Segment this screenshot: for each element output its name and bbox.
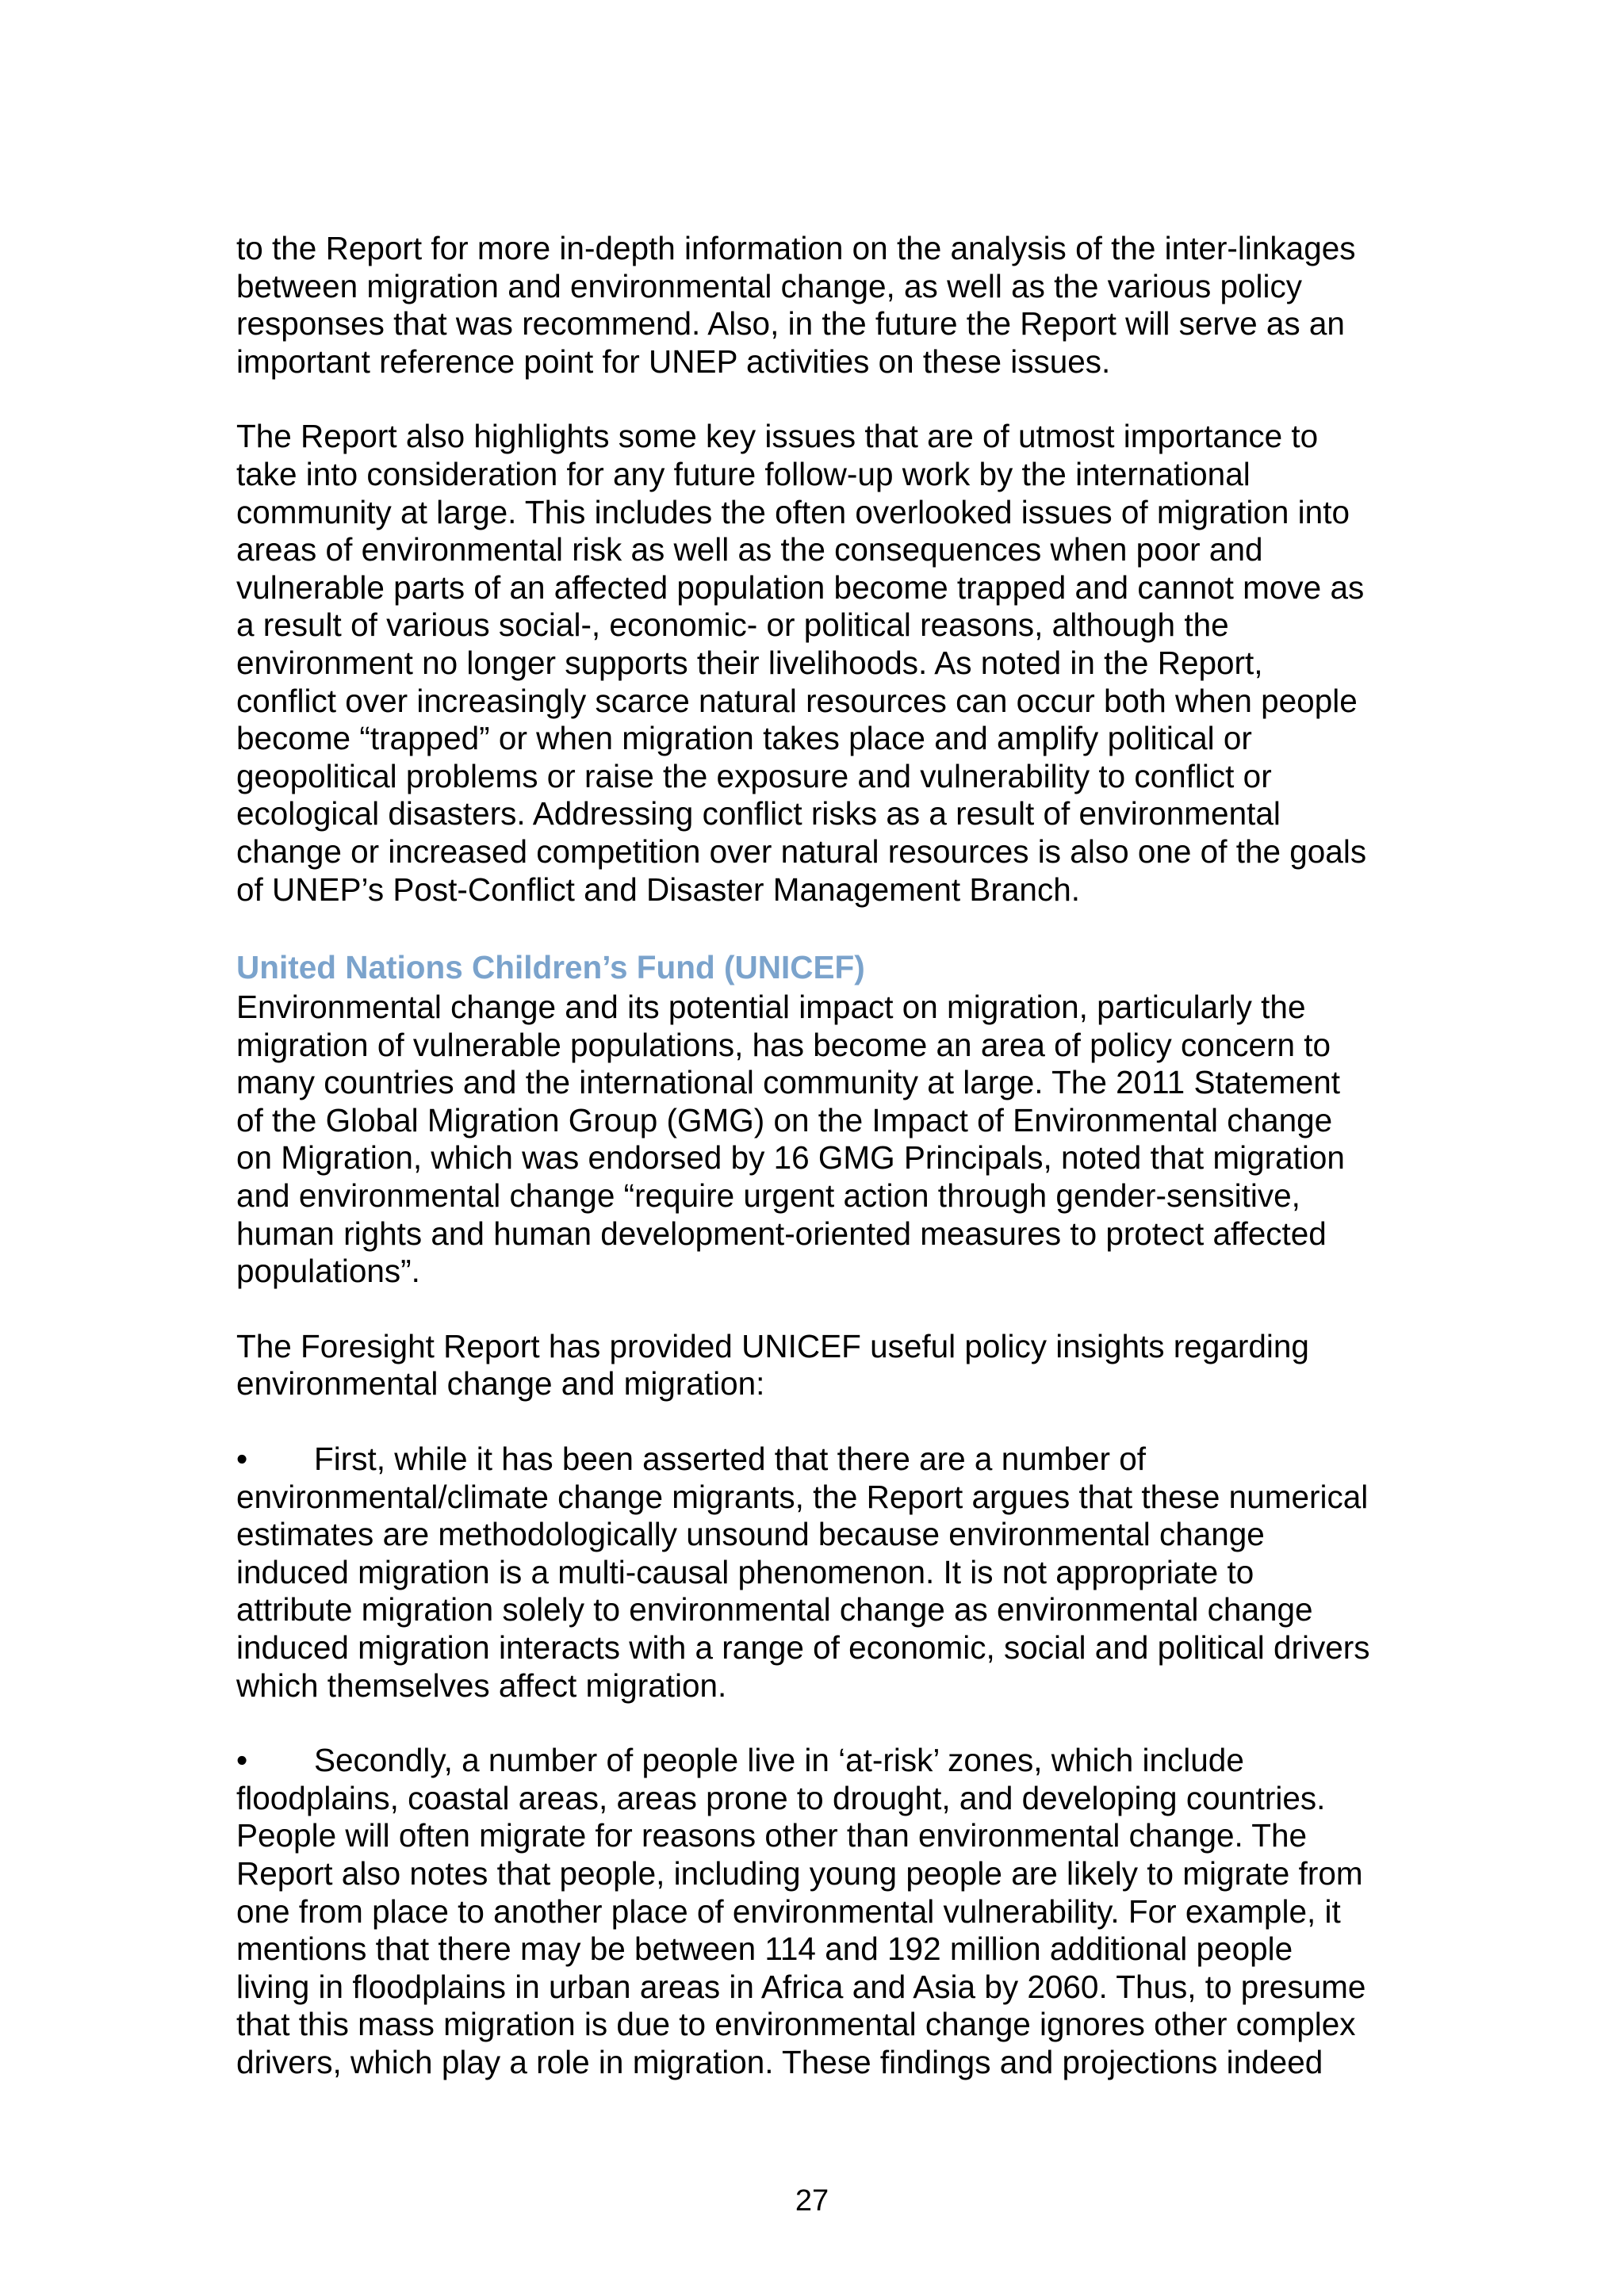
section-heading-unicef: United Nations Children’s Fund (UNICEF) [236,949,865,986]
page-number: 27 [795,2184,829,2218]
paragraph-key-issues: The Report also highlights some key issues that are of utmost importance to take into consideration for any future follow-up work by the international community at large. This includes the often overlooked issues of migration into areas of environmental risk as well as the consequences when poor and vulnerable parts of an affected population become trapped and cannot move as a result of various social-, economic- or political reasons, although the environment no longer supports their livelihoods. As noted in the Report, conflict over increasingly scarce natural resources can occur both when people become “trapped” or when migration takes place and amplify political or geopolitical problems or raise the exposure and vulnerability to conflict or ecological disasters. Addressing conflict risks as a result of environmental change or increased competition over natural resources is also one of the goals of UNEP’s Post-Conflict and Disaster Management Branch. [236,418,1367,908]
bullet-item-first [236,1441,1402,1705]
paragraph-report-reference: to the Report for more in-depth information on the analysis of the inter-linkages between migration and environmental change, as well as the various policy responses that was recommend. Also, in the future the Report will serve as an important reference point for UNEP activities on these issues. [236,230,1356,380]
bullet-item-second [236,1742,1402,2081]
bullet-text-first: First, while it has been asserted that there are a number of environmental/climate change migrants, the Report argues that these numerical estimates are methodologically unsound because environmental change induced migration is a multi-causal phenomenon. It is not appropriate to attribute migration solely to environmental change as environmental change induced migration interacts with a range of economic, social and political drivers which themselves affect migration. [236,1441,1370,1704]
document-body [236,230,1402,2082]
bullet-text-second: Secondly, a number of people live in ‘at-risk’ zones, which include floodplains, coastal areas, areas prone to drought, and developing countries. People will often migrate for reasons other than environmental change. The Report also notes that people, including young people are likely to migrate from one from place to another place of environmental vulnerability. For example, it mentions that there may be between 114 and 192 million additional people living in floodplains in urban areas in Africa and Asia by 2060. Thus, to presume that this mass migration is due to environmental change ignores other complex drivers, which play a role in migration. These findings and projections indeed [236,1742,1366,2080]
paragraph-unicef-intro: Environmental change and its potential impact on migration, particularly the migration of vulnerable populations, has become an area of policy concern to many countries and the international community at large. The 2011 Statement of the Global Migration Group (GMG) on the Impact of Environmental change on Migration, which was endorsed by 16 GMG Principals, noted that migration and environmental change “require urgent action through gender-sensitive, human rights and human development-oriented measures to protect affected populations”. [236,989,1345,1290]
paragraph-foresight-insights: The Foresight Report has provided UNICEF useful policy insights regarding environmental change and migration: [236,1327,1309,1402]
bullet-marker: • [236,1742,248,1779]
bullet-marker: • [236,1441,248,1478]
